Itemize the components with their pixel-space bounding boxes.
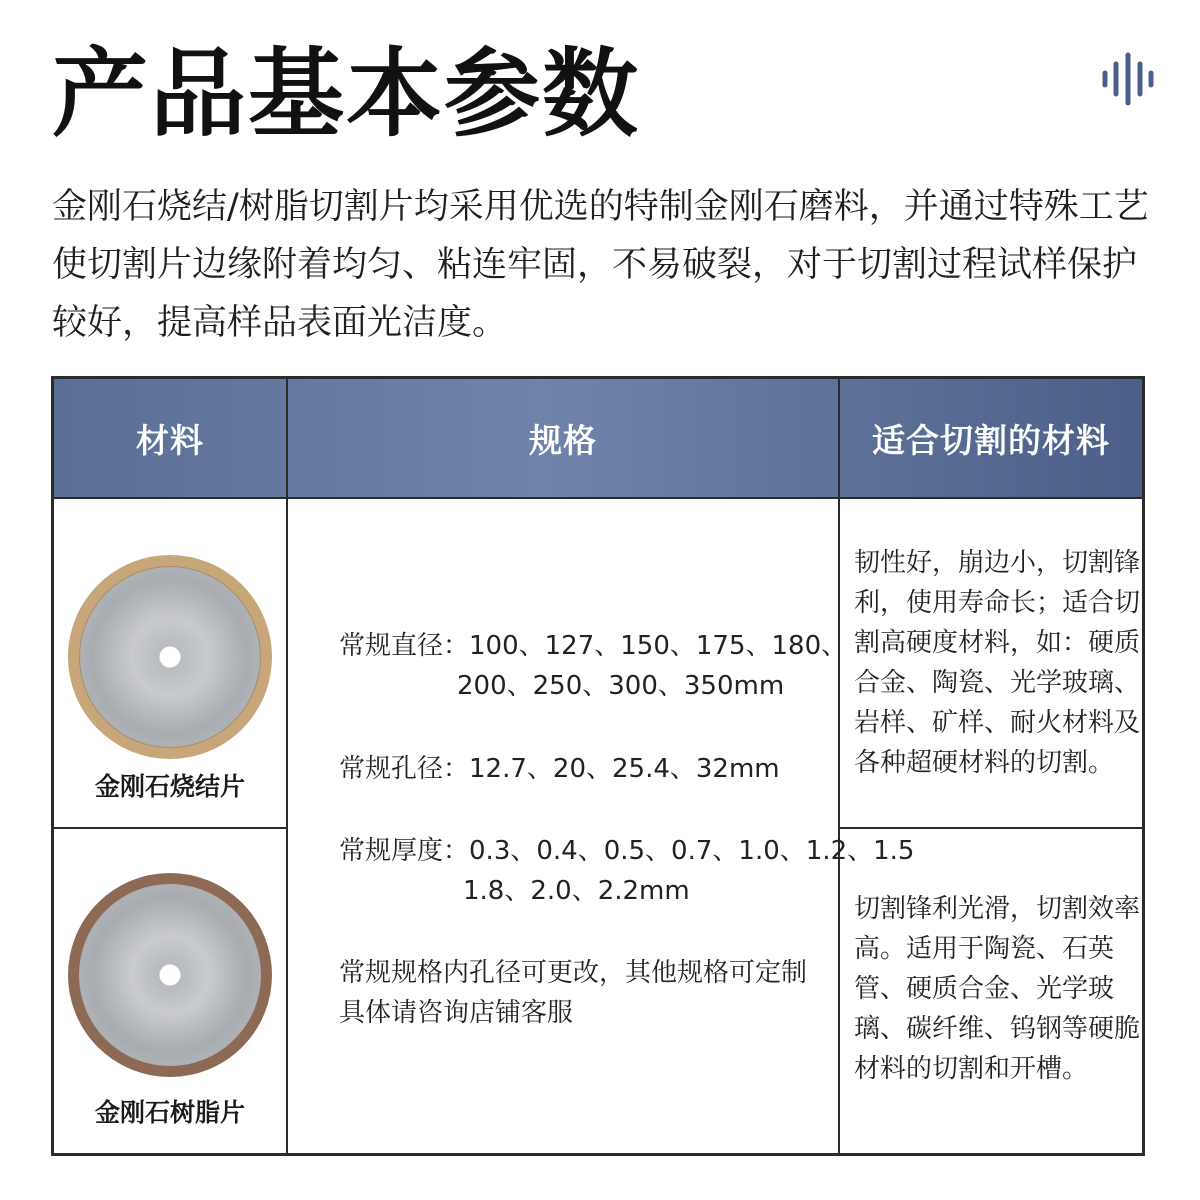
- table-row: [54, 499, 286, 827]
- spec-bore-label: 常规孔径：: [339, 754, 470, 784]
- spec-thickness-value: 0.3、0.4、0.5、0.7、1.0、1.2、1.5: [469, 836, 915, 866]
- spec-diameter-value-cont: 200、250、300、350mm: [457, 671, 785, 701]
- table-row: [54, 829, 286, 1153]
- material-label: 金刚石烧结片: [94, 772, 245, 801]
- spec-diameter-label: 常规直径：: [339, 631, 470, 661]
- spec-thickness-label: 常规厚度：: [339, 836, 470, 866]
- suitable-materials-text: 切割锋利光滑，切割效率高。适用于陶瓷、石英管、硬质合金、光学玻璃、碳纤维、钨钢等硬脆材料的切割和开槽。: [854, 894, 1141, 1084]
- spec-note: [339, 953, 807, 1033]
- spec-note-line: 具体请咨询店铺客服: [339, 998, 574, 1028]
- intro-paragraph: 金刚石烧结/树脂切割片均采用优选的特制金刚石磨料，并通过特殊工艺使切割片边缘附着均匀、粘连牢固，不易破裂，对于切割过程试样保护较好，提高样品表面光洁度。: [52, 187, 1149, 343]
- resin-diamond-disc-icon: [68, 873, 272, 1077]
- column-divider: [286, 379, 288, 1153]
- spec-thickness-value-cont: 1.8、2.0、2.2mm: [463, 876, 690, 906]
- sintered-diamond-disc-icon: [68, 555, 272, 759]
- header-suitable-materials: 适合切割的材料: [872, 420, 1110, 460]
- spec-table: [51, 376, 1145, 1156]
- column-divider: [838, 379, 840, 1153]
- table-header: [54, 379, 1142, 499]
- page-title: 产品基本参数: [52, 38, 640, 150]
- spec-diameter-value: 100、127、150、175、180、: [469, 631, 848, 661]
- spec-thickness: [339, 831, 914, 911]
- spec-bore: [339, 749, 780, 789]
- header-spec: 规格: [529, 420, 597, 460]
- material-label: 金刚石树脂片: [94, 1098, 245, 1127]
- suitable-materials-text: 韧性好，崩边小，切割锋利，使用寿命长；适合切割高硬度材料，如：硬质合金、陶瓷、光学玻璃、岩样、矿样、耐火材料及各种超硬材料的切割。: [854, 548, 1141, 778]
- spec-note-line: 常规规格内孔径可更改，其他规格可定制: [339, 958, 808, 988]
- audio-wave-icon: [1100, 52, 1156, 106]
- spec-bore-value: 12.7、20、25.4、32mm: [469, 754, 780, 784]
- header-material: 材料: [136, 420, 204, 460]
- row-divider: [838, 827, 1142, 829]
- spec-diameter: [339, 626, 847, 706]
